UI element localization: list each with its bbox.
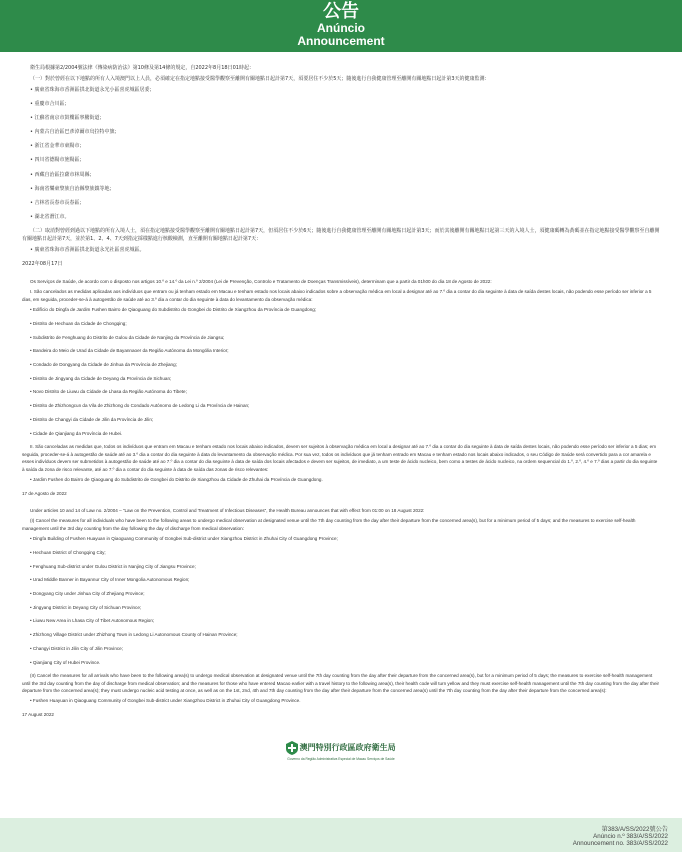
zh-list1: [22, 86, 660, 221]
en-list1: [22, 535, 660, 666]
pt-list2: [22, 476, 660, 483]
list-item: • 廣東省珠海市香洲區拱北街道永光小區喜虎城區居委；: [30, 86, 660, 94]
ref-en: Announcement no. 383/A/SS/2022: [572, 840, 668, 848]
title-pt: Anúncio: [317, 21, 365, 35]
list-item: • Distrito de Changyi da Cidade de Jilin da Província de Jilin;: [30, 416, 660, 423]
announcement-footer: [0, 818, 682, 852]
zh-intro: 衛生局根據第2/2004號法律《傳染病防治法》第10條及第14條的規定，自2022年8月18日01時起：: [30, 65, 254, 71]
announcement-body: [0, 52, 682, 763]
logo-name: 澳門特別行政區政府衛生局: [299, 742, 396, 752]
zh-list2: [22, 246, 660, 254]
list-item: • Subdistrito de Fenghuang do Distrito de Gulou da Cidade de Nanjing da Província de Jiangsu;: [30, 334, 660, 341]
english-section: [22, 507, 660, 719]
list-item: • Bandeira do Meio de Urad da Cidade de Bayannaoer da Região Autónoma da Mongólia Interior;: [30, 347, 660, 354]
pt-para1: I. São cancelados as medidas aplicadas aos indivíduos que entram ou já tenham estado em Macau e tenham estado nos locais abaixo indicados sobre a observação médica em local a designar até ao 7.º dia a contar do dia seguinte à data de saída destes locais, não podendo esse período ser inferior a 5 dias, em seguida, proceder-se-á à autogestão de saúde até ao 3.º dia a contar do dia seguinte à data do levantamento da observação médica:: [22, 289, 652, 302]
list-item: • 重慶市合川區；: [30, 100, 660, 108]
en-para1: (I) Cancel the measures for all individuals who have been to the following areas to undergo medical observation at designated venue until the 7th day counting from the day after their departure from the concerned area(s), but for a minimum period of 5 days; and the measures to exercise self-health management until the 3rd day counting from the day following the day of discharge from medical observation:: [22, 518, 636, 531]
announcement-header: [0, 0, 682, 52]
list-item: • Distrito de Hechuan da Cidade de Chongqing;: [30, 320, 660, 327]
portuguese-section: [22, 278, 660, 497]
list-item: • 內蒙古自治區巴彥淖爾市烏拉特中旗；: [30, 128, 660, 136]
reference-numbers: [573, 826, 668, 848]
chinese-section: [22, 64, 660, 268]
list-item: • Fushen Huayuan in Qiaoguang Community of Gongbei Sub-district under Xiangzhou District in Zhuhai City of Guangdong Province.: [30, 697, 660, 704]
list-item: • 海南省樂東黎族自治縣黎族鎮等地；: [30, 185, 660, 193]
health-bureau-logo: [271, 741, 411, 763]
list-item: • Distrito de Jingyang da Cidade de Deyang da Província de Sichuan;: [30, 375, 660, 382]
list-item: • Jardim Fushen do Bairro de Qiaoguang do Subdistrito de Gongbei do Distrito de Xiangzhou da Cidade de Zhuhai da Província de Guangdong.: [30, 476, 660, 483]
list-item: • Novo Distrito de Liuwu da Cidade de Lhasa da Região Autónoma do Tibete;: [30, 388, 660, 395]
list-item: • Condado de Dongyang da Cidade de Jinhua da Província de Zhejiang;: [30, 361, 660, 368]
list-item: • 浙江省金華市東陽市；: [30, 142, 660, 150]
list-item: • Hechuan District of Chongqing City;: [30, 549, 660, 556]
en-intro: Under articles 10 and 14 of Law no. 2/2004 – “Law on the Prevention, Control and Treatment of Infectious Diseases”, the Health Bureau announces that with effect from 01:00 on 18 August 2022:: [30, 508, 425, 514]
list-item: • 四川省德陽市旌陽區；: [30, 156, 660, 164]
en-date: 17 August 2022: [22, 712, 54, 718]
zh-para2: （二）取消對曾經到過以下地點的所有入境人士，須在指定地點接受醫學觀察至離開有關地點日起計第7天，但須居住不少於6天；隨後進行自我健康管理至離開有關地點日起計第3天；而於其後離開有關地點日起第三天的入境人士，須健康碼轉為黃碼並在指定地點接受醫學觀察至自離開有關地點日起計第7天，並於第1、2、4、7天到指定採樣點進行核酸檢測，直至離開有關地點日起計第7天：: [22, 227, 660, 242]
pt-date: 17 de Agosto de 2022: [22, 490, 67, 496]
en-list2: [22, 697, 660, 704]
list-item: • Fenghuang Sub-district under Gulou District in Nanjing City of Jiangsu Province;: [30, 563, 660, 570]
list-item: • 湖北省潛江市。: [30, 213, 660, 221]
zh-para1: （一）對於曾經在以下地點的所有人入境澳門以上人員，必須確定在指定地點接受醫學觀察至離開有關地點日起計第7天，須要居住不少於5天；隨後進行自我健康管理至離開有關地點日起計第3天的健康監測：: [30, 76, 490, 82]
logo-subtitle: Governo da Região Administrativa Especial de Macau Serviços de Saúde: [287, 756, 395, 761]
en-para2: (II) Cancel the measures for all arrivals who have been to the following area(s) to undergo medical observation at designated venue until the 7th day counting from the day after their departure from the concerned area(s), but for a minimum period of 5 days; the measures to exercise self-health management until the 3rd day counting from the day of discharge from medical observation; and the measures for those who have entered Macao earlier with a travel history to the following area(s), their health code will turn yellow and they must exercise self-health management until the 7th day counting from the day after their departure from the concerned area(s); they must undergo nucleic acid testing at once, as well as on the 1st, 2nd, 4th and 7th day counting from the day after their departure from the concerned area(s) until the 7th day counting from the day after their departure from the concerned area(s):: [22, 673, 660, 694]
list-item: • Liuwu New Area in Lhasa City of Tibet Autonomous Region;: [30, 617, 660, 624]
ref-pt: Anúncio n.º 383/A/SS/2022: [593, 833, 668, 841]
pt-para2: II. São canceladas as medidas que, todos os indivíduos que entram em Macau e tenham estado nos locais abaixo indicados, devem ser sujeitos à observação médica em local a designar até ao 7.º dia a contar do dia seguinte à data de saída destes locais, não podendo esse período ser inferior a 5 dias; em seguida, proceder-se-á à autogestão de saúde até ao 3.º dia a contar do dia seguinte à data do levantamento da observação médica. Por sua vez, todos os indivíduos que já tenham entrado em Macau e tenham estado nos locais abaixo indicados, o seu Código de Saúde será convertido para a cor amarela e esses indivíduos devem ser submetidos à autogestão de saúde até ao 7.º dia a contar do dia seguinte à data de saída dos locais afectados e devem ser sujeitos, de imediato, a um teste de ácido nucleico, bem como a testes de ácido nucleico, na ordem sequencial do 1.º, 2.º, 4.º e 7.º dias a partir do dia seguinte à saída da zona de risco relevante, até ao 7.º dia a contar do dia seguinte à data de saída das zonas de risco relevantes:: [22, 444, 658, 472]
pt-list1: [22, 306, 660, 437]
list-item: • Cidade de Qianjiang da Província de Hubei.: [30, 430, 660, 437]
pt-intro: Os Serviços de Saúde, de acordo com o disposto nos artigos 10.º e 14.º da Lei n.º 2/2004 (Lei de Prevenção, Controlo e Tratamento de Doenças Transmissíveis), determinam que a partir da 01h00 do dia 18 de Agosto de 2022:: [30, 279, 492, 285]
list-item: • Dingfa Building of Fushen Huayuan in Qiaoguang Community of Gongbei Sub-district under Xiangzhou District in Zhuhai City of Guangdong Province;: [30, 535, 660, 542]
list-item: • 吉林省長春市長春區；: [30, 199, 660, 207]
list-item: • Qianjiang City of Hubei Province.: [30, 659, 660, 666]
list-item: • 廣東省珠海市香洲區拱北街道永光社區喜虎城區。: [30, 246, 660, 254]
list-item: • Changyi District in Jilin City of Jilin Province;: [30, 645, 660, 652]
zh-date: 2022年08月17日: [22, 261, 63, 268]
list-item: • Dongyang City under Jinhua City of Zhejiang Province;: [30, 590, 660, 597]
list-item: • 江蘇省南京市鼓樓區寧騰街道；: [30, 114, 660, 122]
list-item: • Zhizhong Village District under Zhizhong Town in Ledong Li Autonomous County of Hainan Province;: [30, 631, 660, 638]
list-item: • Distrito de Zhizhongcun da Vila de Zhizhong do Condado Autónomo de Ledong Li da Província de Hainan;: [30, 402, 660, 409]
list-item: • Jingyang District in Deyang City of Sichuan Province;: [30, 604, 660, 611]
title-en: Announcement: [297, 34, 385, 48]
title-zh: 公告: [323, 1, 359, 22]
list-item: • Urad Middle Banner in Bayannur City of Inner Mongolia Autonomous Region;: [30, 576, 660, 583]
health-bureau-emblem-icon: [286, 741, 298, 755]
list-item: • Edifício do Dingfa de Jardim Fushen Bairro de Qiaoguang do Subdistrito do Gongbei do Distrito de Xiangzhou da Província de Guangdong;: [30, 306, 660, 313]
list-item: • 西藏自治區拉薩市林周縣；: [30, 171, 660, 179]
ref-zh: 第383/A/SS/2022號公告: [601, 826, 668, 833]
